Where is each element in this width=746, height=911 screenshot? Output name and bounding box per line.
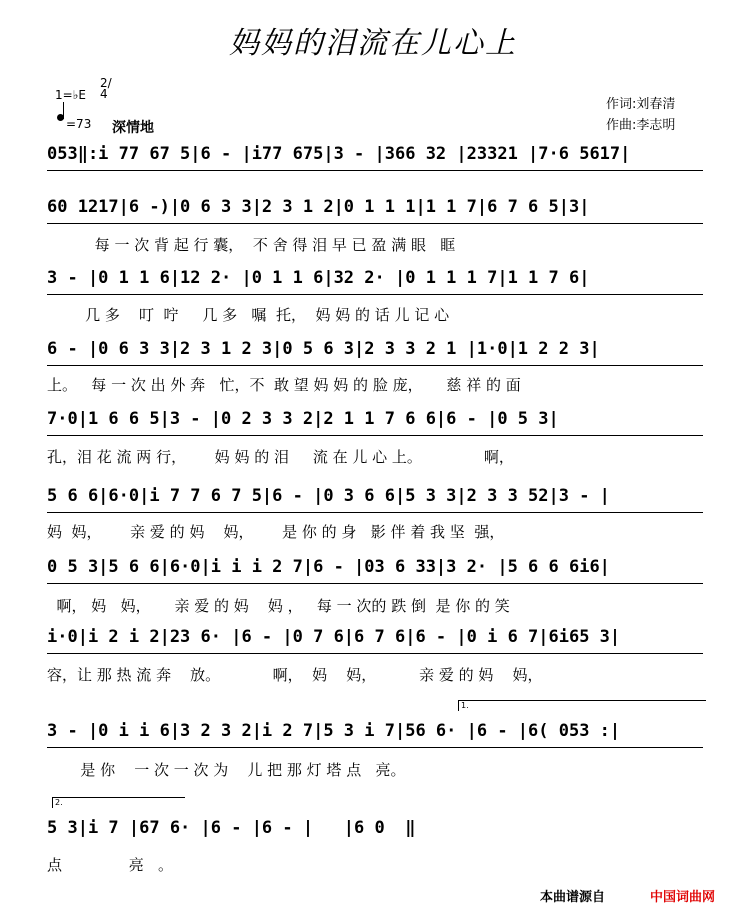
beam-line [47, 294, 703, 297]
score-row [47, 815, 703, 841]
notation-line: 60 1217|6 -)|0 6 3 3|2 3 1 2|0 1 1 1|1 1 7|6 7 6 5|3| [47, 197, 590, 217]
score-row [47, 624, 703, 650]
notation-line: 3 - |0 i i 6|3 2 3 2|i 2 7|5 3 i 7|56 6· |6 - |6( 053 :| [47, 721, 621, 741]
notation-line: i·0|i 2 i 2|23 6· |6 - |0 7 6|6 7 6|6 - |0 i 6 7|6i65 3| [47, 627, 621, 647]
beam-line [47, 435, 703, 438]
source-site-link[interactable]: 中国词曲网 [650, 890, 716, 905]
lyric-line: 啊， 妈 妈， 亲 爱 的 妈 妈 ， 每 一 次的 跌 倒 是 你 的 笑 [47, 597, 510, 615]
lyric-line: 妈 妈， 亲 爱 的 妈 妈， 是 你 的 身 影 伴 着 我 坚 强， [47, 523, 505, 541]
notation-line: 5 3|i 7 |67 6· |6 - |6 - | |6 0 ‖ [47, 818, 416, 838]
score-row [47, 483, 703, 509]
lyric-line: 上。 每 一 次 出 外 奔 忙，不 敢 望 妈 妈 的 脸 庞， 慈 祥 的 面 [47, 376, 521, 394]
score-row [47, 406, 703, 432]
score-row [47, 265, 703, 291]
notation-line: 6 - |0 6 3 3|2 3 1 2 3|0 5 6 3|2 3 3 2 1 |1·0|1 2 2 3| [47, 339, 600, 359]
notation-line: 7·0|1 6 6 5|3 - |0 2 3 3 2|2 1 1 7 6 6|6 - |0 5 3| [47, 409, 559, 429]
volta-label: 2. [55, 798, 63, 807]
notation-line: 5 6 6|6·0|i 7 7 6 7 5|6 - |0 3 6 6|5 3 3|2 3 3 52|3 - | [47, 486, 610, 506]
beam-line [47, 653, 703, 656]
notation-line: 053‖:i 77 67 5|6 - |i77 675|3 - |366 32 |23321 |7·6 5617| [47, 144, 631, 164]
score-row [47, 336, 703, 362]
beam-line [47, 583, 703, 586]
beam-line [47, 223, 703, 226]
notation-line: 0 5 3|5 6 6|6·0|i i i 2 7|6 - |03 6 33|3 2· |5 6 6 6i6| [47, 557, 610, 577]
source-label: 本曲谱源自 [540, 890, 606, 905]
lyric-line: 容，让 那 热 流 奔 放。 啊， 妈 妈， 亲 爱 的 妈 妈， [47, 666, 543, 684]
score-row [47, 194, 703, 220]
beam-line [47, 170, 703, 173]
time-signature: 2/4 [100, 76, 112, 101]
expression-marking: 深情地 [112, 120, 154, 136]
lyric-line: 孔，泪 花 流 两 行， 妈 妈 的 泪 流 在 儿 心 上。 啊， [47, 448, 514, 466]
score-row [47, 141, 703, 167]
lyric-line: 每 一 次 背 起 行 囊， 不 舍 得 泪 早 已 盈 满 眼 眶 [47, 236, 456, 254]
volta-bracket-1 [458, 700, 706, 711]
beam-line [47, 512, 703, 515]
beam-line [47, 747, 703, 750]
lyric-line: 几 多 叮 咛 几 多 嘱 托， 妈 妈 的 话 儿 记 心 [47, 306, 450, 324]
lyricist-credit: 作词:刘春清 [606, 97, 676, 112]
composer-credit: 作曲:李志明 [606, 118, 676, 133]
lyric-line: 点 亮 。 [47, 856, 174, 874]
lyric-line: 是 你 一 次 一 次 为 儿 把 那 灯 塔 点 亮。 [47, 761, 406, 779]
beam-line [47, 365, 703, 368]
score-row [47, 718, 703, 744]
tempo-note-stem-icon [63, 102, 64, 119]
volta-bracket-2 [52, 797, 185, 808]
key-signature: 1=♭E [55, 88, 86, 102]
page-title: 妈妈的泪流在儿心上 [229, 26, 517, 61]
score-row [47, 554, 703, 580]
volta-label: 1. [461, 701, 469, 710]
notation-line: 3 - |0 1 1 6|12 2· |0 1 1 6|32 2· |0 1 1 1 7|1 1 7 6| [47, 268, 590, 288]
tempo-marking: =73 [66, 117, 92, 131]
